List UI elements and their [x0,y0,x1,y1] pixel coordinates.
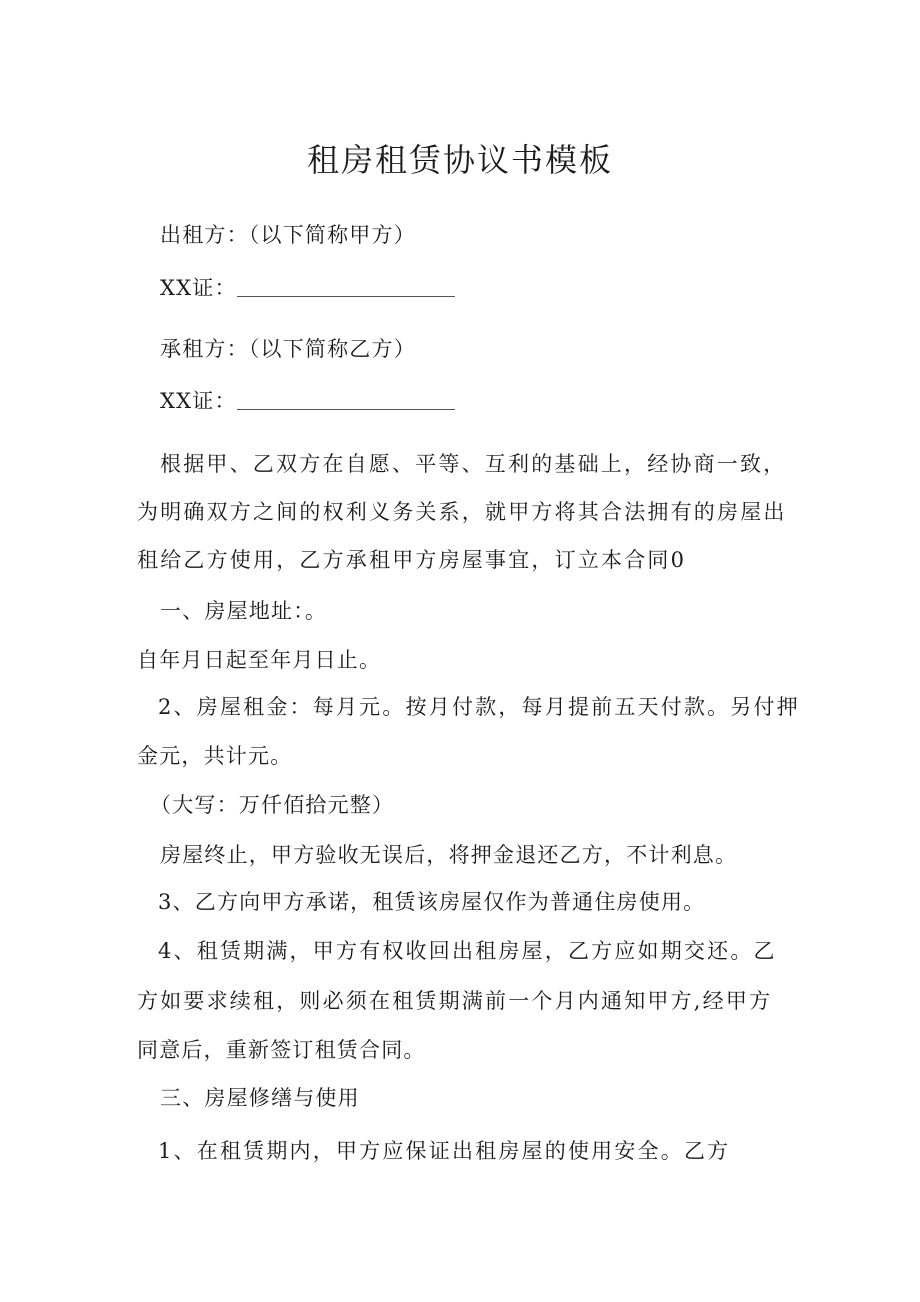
clause-3-1: 1、在租赁期内，甲方应保证出租房屋的使用安全。乙方 [158,1139,731,1163]
lessee-label: 承租方：（以下简称乙方） [160,337,416,361]
deposit-return: 房屋终止，甲方验收无误后，将押金退还乙方，不计利息。 [160,843,738,867]
lessor-id-blank [237,274,455,297]
preamble-line-2: 为明确双方之间的权利义务关系，就甲方将其合法拥有的房屋出 [137,500,787,524]
lessee-id-row [160,386,455,416]
clause-3: 3、乙方向甲方承诺，租赁该房屋仅作为普通住房使用。 [158,890,706,914]
preamble-line-1: 根据甲、乙双方在自愿、平等、互利的基础上，经协商一致， [160,452,787,476]
clause-2-line-2: 金元，共计元。 [137,744,293,768]
lessor-label: 出租方：（以下简称甲方） [160,223,416,247]
lessor-id-row [160,273,455,303]
lessor-id-label: XX证： [160,276,237,300]
section-3-title: 三、房屋修缮与使用 [160,1086,360,1110]
term-line: 自年月日起至年月日止。 [137,648,382,672]
lessee-id-blank [237,387,455,410]
clause-4-line-3: 同意后，重新签订租赁合同。 [137,1038,426,1062]
section-1-title: 一、房屋地址：。 [160,599,328,623]
clause-4-line-1: 4、租赁期满，甲方有权收回出租房屋，乙方应如期交还。乙 [158,939,777,963]
lessee-id-label: XX证： [160,389,237,413]
capital-amount: （大写：万仟佰拾元整） [150,793,395,817]
clause-4-line-2: 方如要求续租，则必须在租赁期满前一个月内通知甲方,经甲方 [137,989,773,1013]
preamble-line-3: 租给乙方使用，乙方承租甲方房屋事宜，订立本合同0 [137,548,687,572]
clause-2-line-1: 2、房屋租金：每月元。按月付款，每月提前五天付款。另付押 [158,695,800,719]
document-title: 租房租赁协议书模板 [306,141,613,179]
